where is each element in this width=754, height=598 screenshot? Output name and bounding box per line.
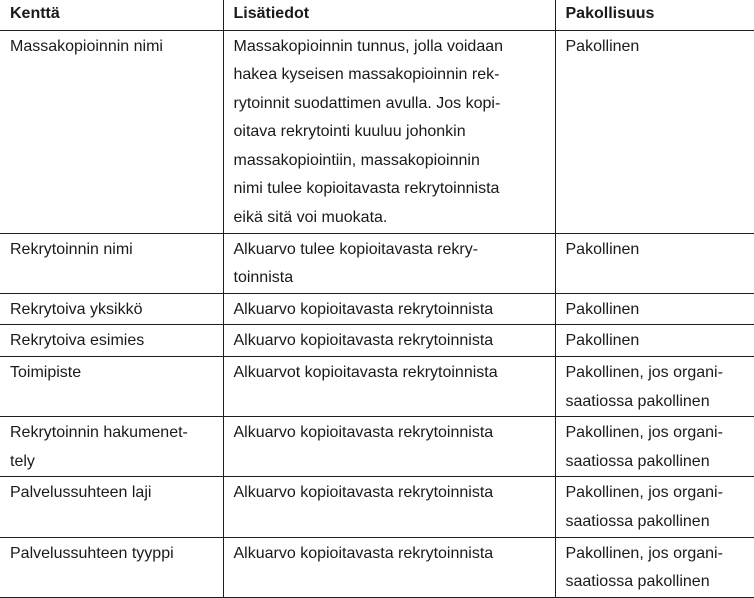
cell-info (223, 477, 555, 537)
cell-required (555, 477, 754, 537)
cell-required-line: Pakollinen (566, 33, 754, 62)
table-row (0, 477, 754, 537)
table-row (0, 357, 754, 417)
cell-required (555, 233, 754, 293)
cell-info (223, 417, 555, 477)
cell-info-line: Alkuarvot kopioitavasta rekrytoinnista (234, 359, 549, 388)
table-row (0, 537, 754, 597)
cell-field-line: Massakopioinnin nimi (10, 33, 217, 62)
cell-info-line: toinnista (234, 264, 549, 293)
cell-required (555, 325, 754, 357)
cell-info-line: Massakopioinnin tunnus, jolla voidaan (234, 33, 549, 62)
cell-field (0, 417, 223, 477)
cell-field (0, 357, 223, 417)
header-required: Pakollisuus (555, 0, 754, 30)
cell-required (555, 30, 754, 233)
cell-field (0, 325, 223, 357)
cell-required (555, 293, 754, 325)
cell-info-line: oitava rekrytointi kuuluu johonkin (234, 118, 549, 147)
cell-field-line: Palvelussuhteen tyyppi (10, 540, 217, 569)
cell-field-line: tely (10, 448, 217, 477)
cell-field-line: Toimipiste (10, 359, 217, 388)
cell-field-line: Rekrytoinnin hakumenet- (10, 419, 217, 448)
cell-info (223, 325, 555, 357)
cell-required-line: saatiossa pakollinen (566, 388, 754, 417)
cell-field (0, 293, 223, 325)
table-row (0, 30, 754, 233)
cell-required-line: saatiossa pakollinen (566, 508, 754, 537)
header-row (0, 0, 754, 30)
cell-required-line: Pakollinen, jos organi- (566, 419, 754, 448)
cell-info-line: eikä sitä voi muokata. (234, 204, 549, 233)
cell-info-line: hakea kyseisen massakopioinnin rek- (234, 61, 549, 90)
cell-required-line: saatiossa pakollinen (566, 568, 754, 597)
cell-info (223, 30, 555, 233)
cell-required-line: Pakollinen (566, 236, 754, 265)
cell-field (0, 477, 223, 537)
cell-info (223, 233, 555, 293)
cell-info-line: Alkuarvo kopioitavasta rekrytoinnista (234, 479, 549, 508)
cell-info-line: massakopiointiin, massakopioinnin (234, 147, 549, 176)
cell-required-line: Pakollinen (566, 327, 754, 356)
cell-info (223, 537, 555, 597)
table-row (0, 293, 754, 325)
cell-info-line: Alkuarvo kopioitavasta rekrytoinnista (234, 540, 549, 569)
table-row (0, 325, 754, 357)
cell-field (0, 233, 223, 293)
cell-info-line: Alkuarvo kopioitavasta rekrytoinnista (234, 419, 549, 448)
table-row (0, 417, 754, 477)
cell-required (555, 357, 754, 417)
cell-field-line: Palvelussuhteen laji (10, 479, 217, 508)
cell-field-line: Rekrytoiva yksikkö (10, 296, 217, 325)
cell-required-line: Pakollinen (566, 296, 754, 325)
cell-field (0, 537, 223, 597)
cell-info-line: Alkuarvo tulee kopioitavasta rekry- (234, 236, 549, 265)
cell-field (0, 30, 223, 233)
cell-info-line: rytoinnit suodattimen avulla. Jos kopi- (234, 90, 549, 119)
cell-info-line: Alkuarvo kopioitavasta rekrytoinnista (234, 327, 549, 356)
cell-info-line: Alkuarvo kopioitavasta rekrytoinnista (234, 296, 549, 325)
cell-required (555, 417, 754, 477)
cell-field-line: Rekrytoinnin nimi (10, 236, 217, 265)
cell-required-line: Pakollinen, jos organi- (566, 359, 754, 388)
table-body (0, 30, 754, 597)
table-row (0, 233, 754, 293)
cell-required (555, 537, 754, 597)
header-info: Lisätiedot (223, 0, 555, 30)
cell-required-line: Pakollinen, jos organi- (566, 540, 754, 569)
cell-info-line: nimi tulee kopioitavasta rekrytoinnista (234, 175, 549, 204)
cell-info (223, 293, 555, 325)
cell-info (223, 357, 555, 417)
header-field: Kenttä (0, 0, 223, 30)
cell-field-line: Rekrytoiva esimies (10, 327, 217, 356)
cell-required-line: saatiossa pakollinen (566, 448, 754, 477)
cell-required-line: Pakollinen, jos organi- (566, 479, 754, 508)
